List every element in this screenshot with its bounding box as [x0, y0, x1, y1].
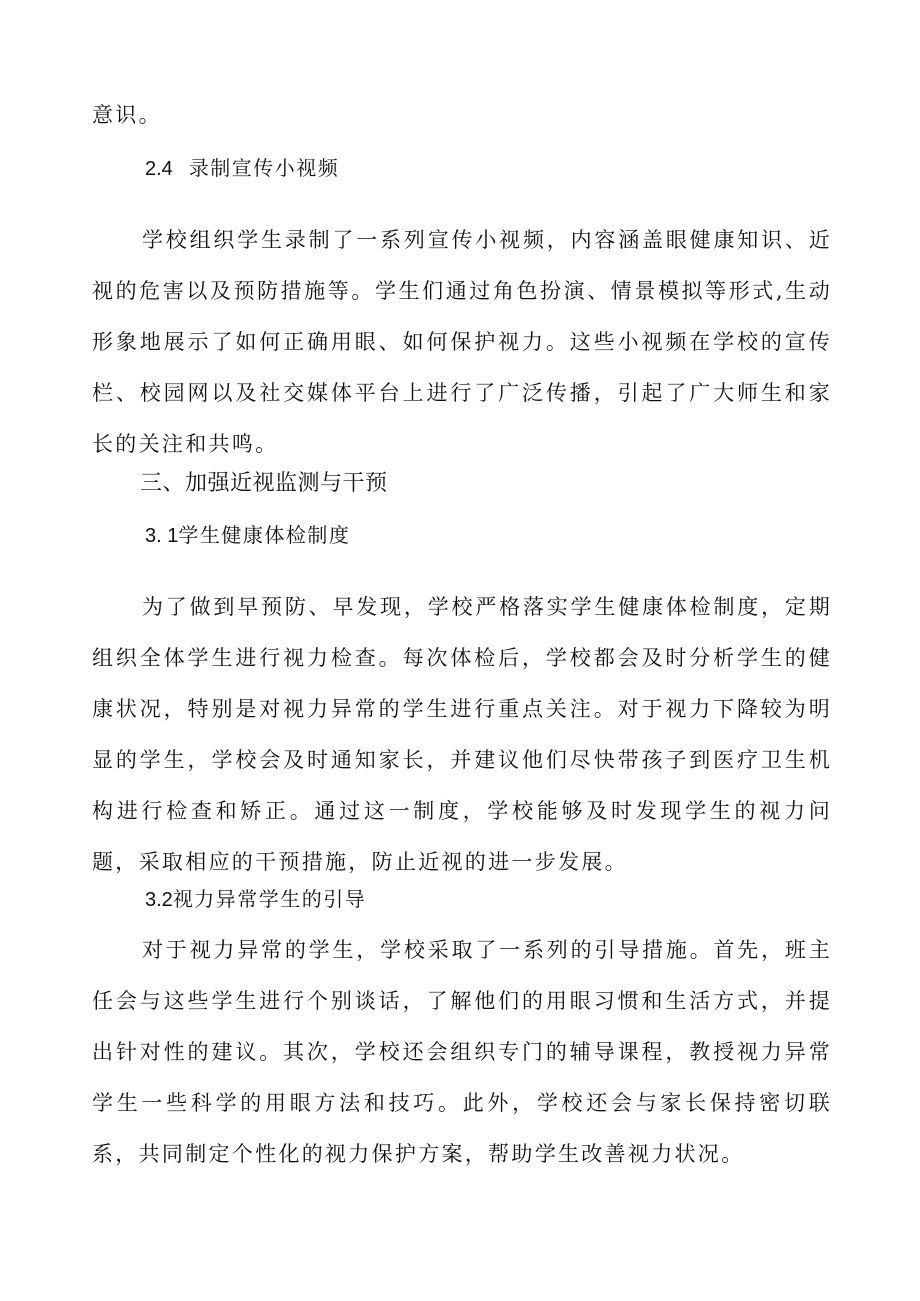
section-title: 录制宣传小视频 [188, 156, 340, 180]
continued-paragraph-fragment: 意识。 [92, 103, 162, 127]
section-number: 3. 1 [145, 525, 179, 547]
section-heading-3-1 [145, 520, 825, 551]
section-3-2-body: 对于视力异常的学生，学校采取了一系列的引导措施。首先，班主任会与这些学生进行个别谈话，了解他们的用眼习惯和生活方式，并提出针对性的建议。其次，学校还会组织专门的辅导课程，教授视力异常学生一些科学的用眼方法和技巧。此外，学校还会与家长保持密切联系，共同制定个性化的视力保护方案，帮助学生改善视力状况。 [92, 938, 832, 1166]
section-number: 2.4 [145, 158, 173, 180]
section-2-4-body: 学校组织学生录制了一系列宣传小视频，内容涵盖眼健康知识、近视的危害以及预防措施等。学生们通过角色扮演、情景模拟等形式,生动形象地展示了如何正确用眼、如何保护视力。这些小视频在学校的宣传栏、校园网以及社交媒体平台上进行了广泛传播，引起了广大师生和家长的关注和共鸣。 [92, 228, 832, 456]
section-3-1-body: 为了做到早预防、早发现，学校严格落实学生健康体检制度，定期组织全体学生进行视力检查。每次体检后，学校都会及时分析学生的健康状况，特别是对视力异常的学生进行重点关注。对于视力下降较为明显的学生，学校会及时通知家长，并建议他们尽快带孩子到医疗卫生机构进行检查和矫正。通过这一制度，学校能够及时发现学生的视力问题，采取相应的干预措施，防止近视的进一步发展。 [92, 595, 832, 874]
section-heading-2-4 [145, 153, 825, 184]
section-title: 视力异常学生的引导 [172, 887, 367, 911]
section-number: 3.2 [145, 889, 173, 911]
chapter-heading-3: 三、加强近视监测与干预 [140, 471, 388, 496]
section-title: 学生健康体检制度 [178, 523, 351, 547]
section-heading-3-2 [145, 884, 825, 915]
